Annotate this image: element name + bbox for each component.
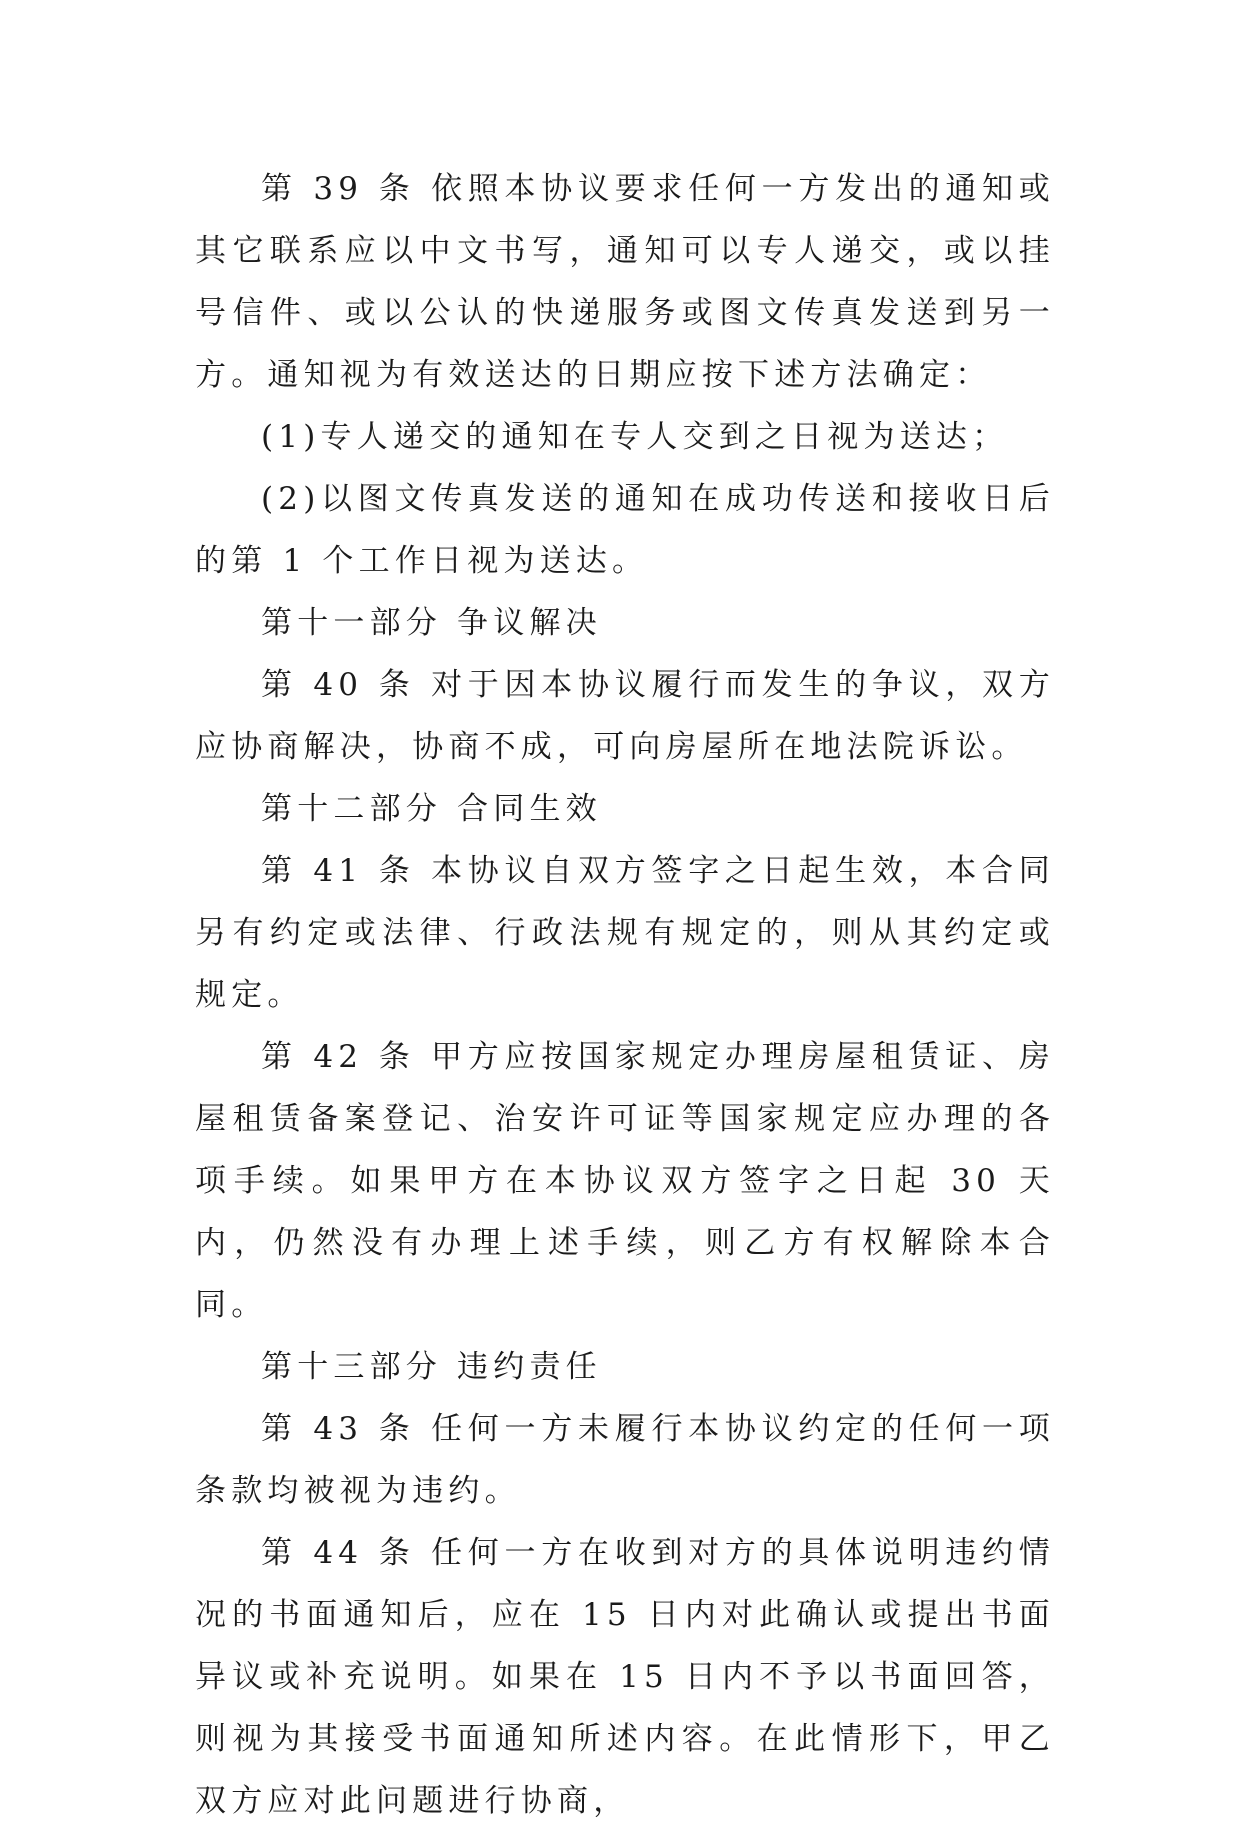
clause-40: 第 40 条 对于因本协议履行而发生的争议，双方应协商解决，协商不成，可向房屋所在地法院诉讼。: [195, 667, 1055, 765]
section-12-heading: 第十二部分 合同生效: [261, 791, 602, 827]
clause-43: 第 43 条 任何一方未履行本协议约定的任何一项条款均被视为违约。: [195, 1411, 1055, 1509]
section-11-heading: 第十一部分 争议解决: [261, 605, 602, 641]
document-body: [195, 158, 1055, 1832]
clause-41: 第 41 条 本协议自双方签字之日起生效，本合同另有约定或法律、行政法规有规定的，则从其约定或规定。: [195, 853, 1055, 1013]
clause-44: 第 44 条 任何一方在收到对方的具体说明违约情况的书面通知后，应在 15 日内对此确认或提出书面异议或补充说明。如果在 15 日内不予以书面回答，则视为其接受书面通知所述内容。在此情形下，甲乙双方应对此问题进行协商，: [195, 1535, 1055, 1819]
clause-39-item-2: (2)以图文传真发送的通知在成功传送和接收日后的第 1 个工作日视为送达。: [195, 481, 1055, 579]
clause-39: 第 39 条 依照本协议要求任何一方发出的通知或其它联系应以中文书写，通知可以专人递交，或以挂号信件、或以公认的快递服务或图文传真发送到另一方。通知视为有效送达的日期应按下述方法确定：: [195, 171, 1055, 393]
clause-39-item-1: (1)专人递交的通知在专人交到之日视为送达；: [261, 419, 1009, 455]
section-13-heading: 第十三部分 违约责任: [261, 1349, 602, 1385]
clause-42: 第 42 条 甲方应按国家规定办理房屋租赁证、房屋租赁备案登记、治安许可证等国家规定应办理的各项手续。如果甲方在本协议双方签字之日起 30 天内，仍然没有办理上述手续，则乙方有权解除本合同。: [195, 1039, 1055, 1323]
